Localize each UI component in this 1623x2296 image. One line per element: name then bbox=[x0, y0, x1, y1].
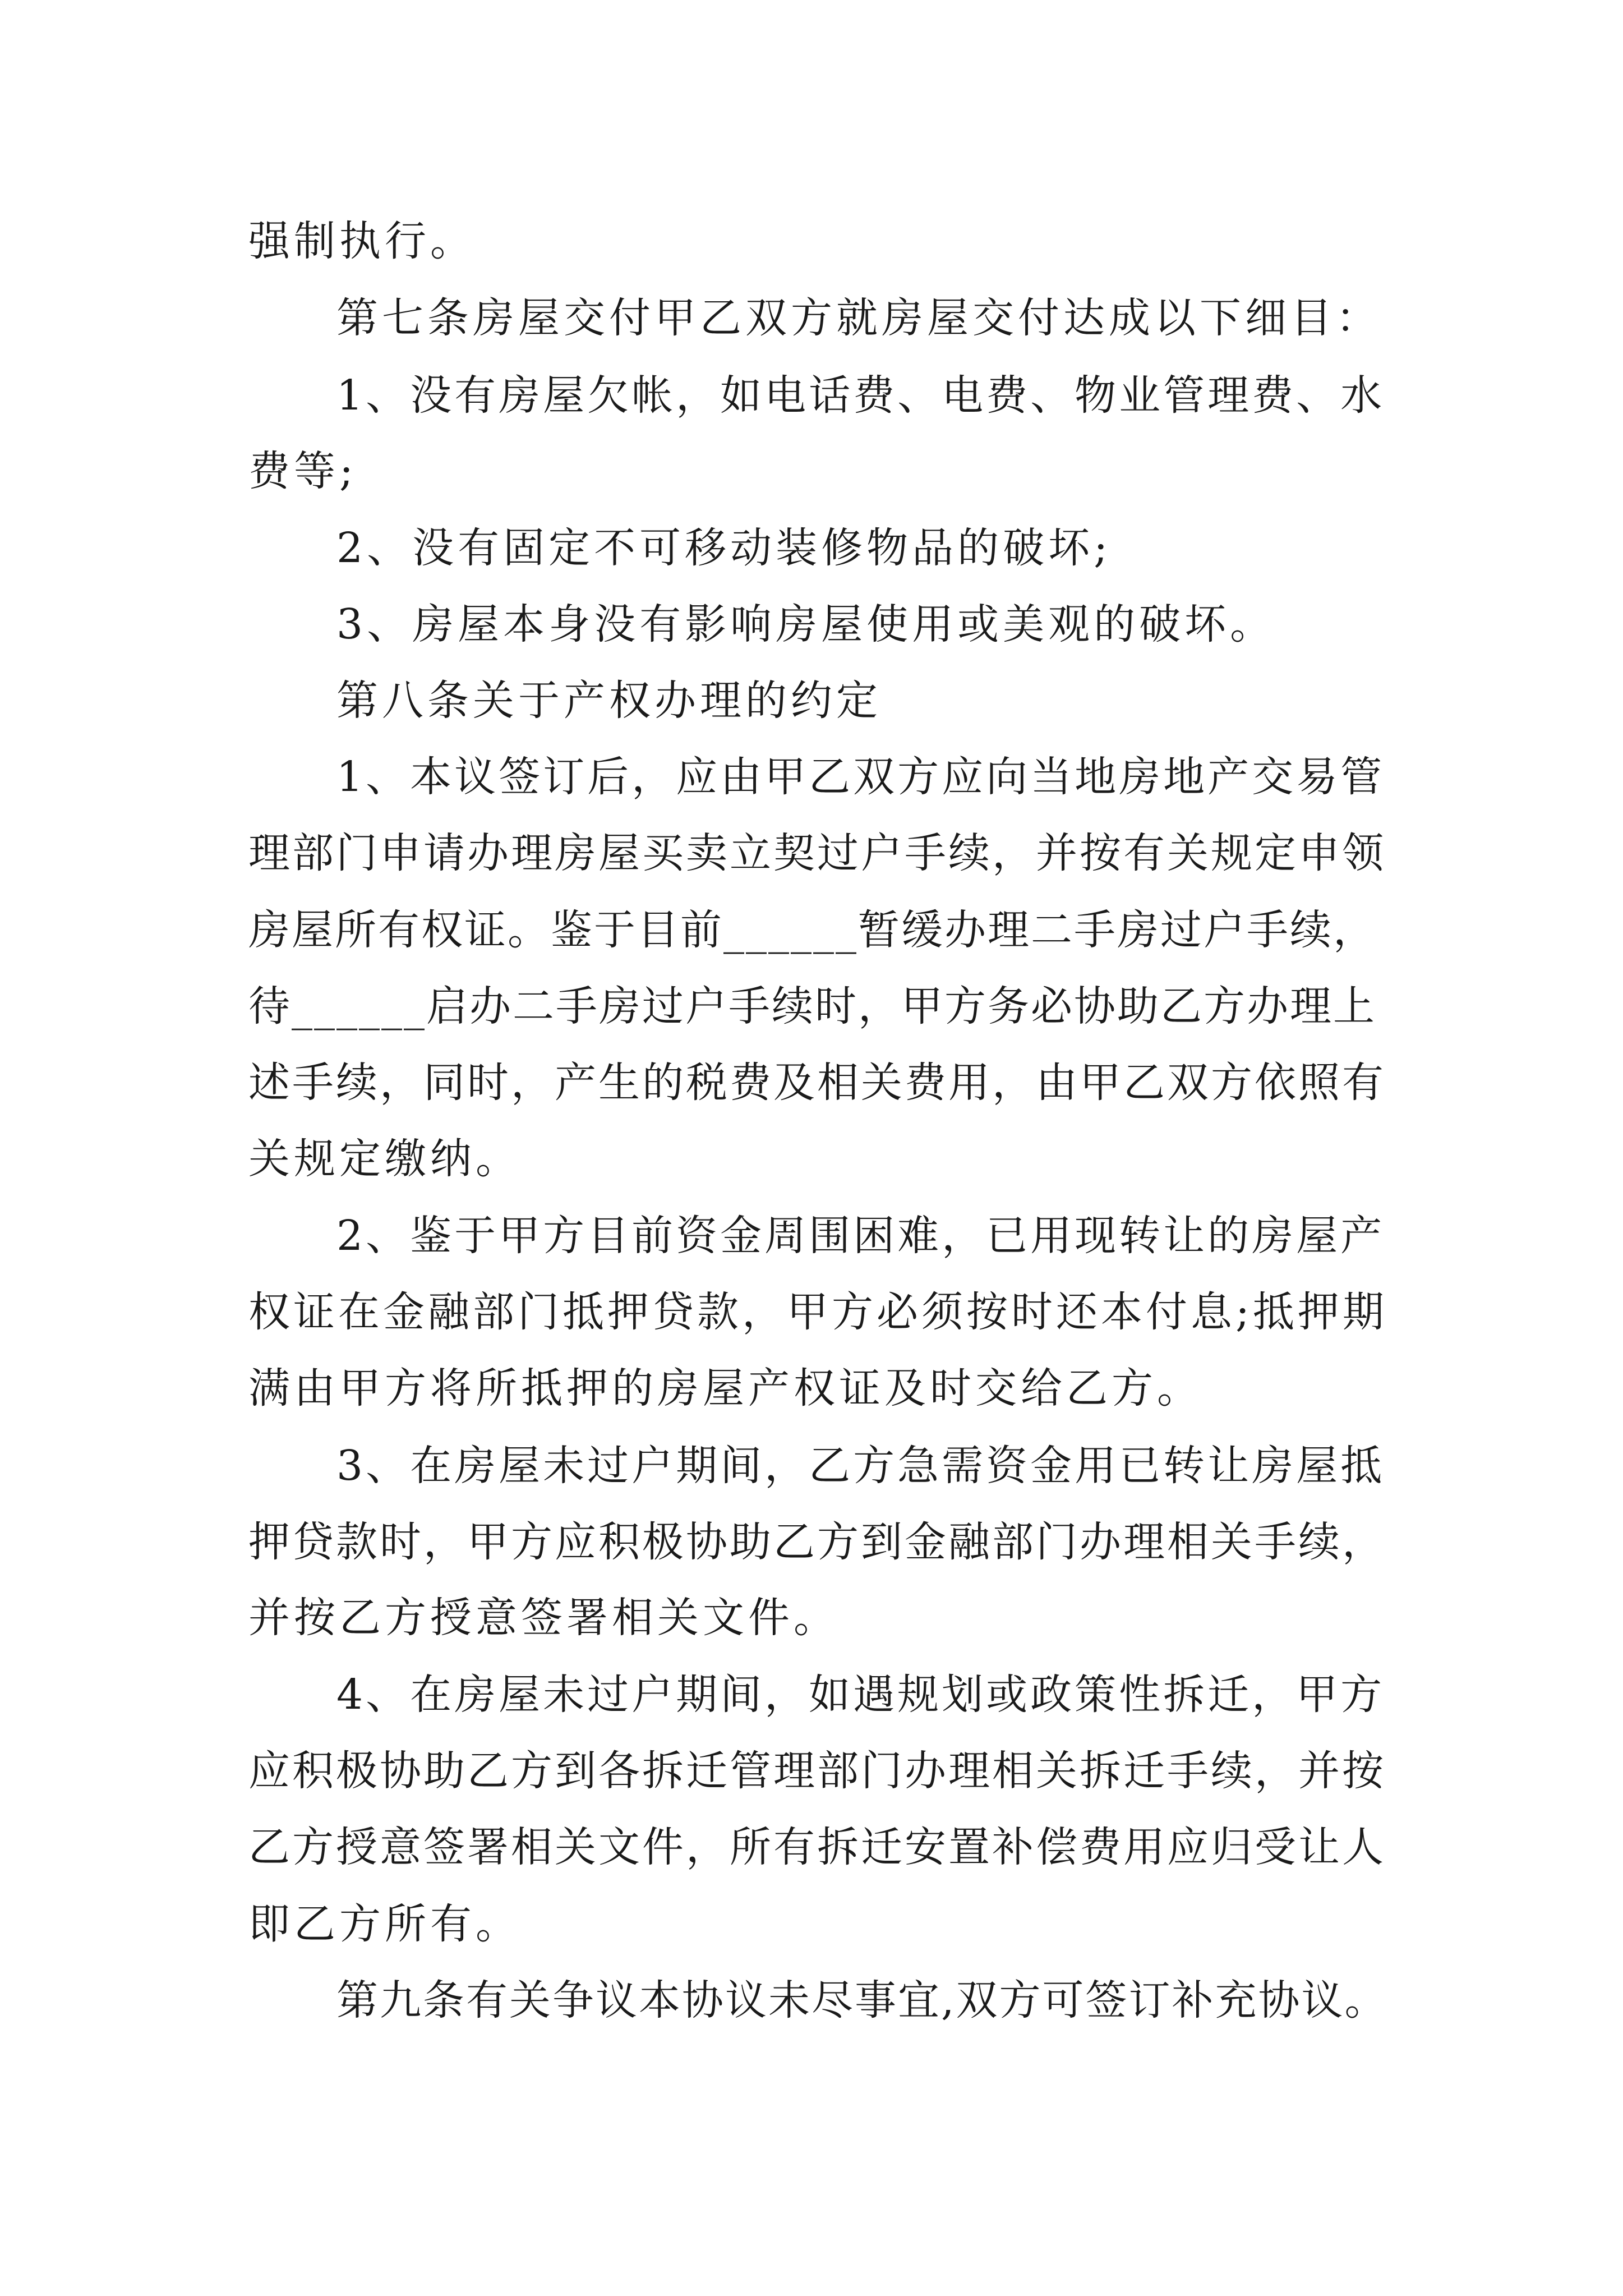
text-line: 关规定缴纳。 bbox=[248, 1135, 521, 1183]
text-line: 3、房屋本身没有影响房屋使用或美观的破坏。 bbox=[336, 600, 1276, 648]
text-line: 押贷款时，甲方应积极协助乙方到金融部门办理相关手续， bbox=[248, 1518, 1386, 1566]
text-line: 4、在房屋未过户期间，如遇规划或政策性拆迁，甲方 bbox=[336, 1671, 1385, 1719]
text-line: 2、没有固定不可移动装修物品的破坏; bbox=[336, 524, 1112, 572]
article-heading: 第八条关于产权办理的约定 bbox=[336, 677, 882, 725]
article-heading: 第九条有关争议本协议未尽事宜,双方可签订补充协议。 bbox=[336, 1976, 1388, 2024]
text-line: 1、没有房屋欠帐，如电话费、电费、物业管理费、水 bbox=[336, 371, 1385, 420]
text-line: 满由甲方将所抵押的房屋产权证及时交给乙方。 bbox=[248, 1364, 1202, 1412]
text-line: 2、鉴于甲方目前资金周围困难，已用现转让的房屋产 bbox=[336, 1212, 1385, 1260]
text-line: 1、本议签订后，应由甲乙双方应向当地房地产交易管 bbox=[336, 753, 1385, 801]
text-line: 应积极协助乙方到各拆迁管理部门办理相关拆迁手续，并按 bbox=[248, 1747, 1386, 1795]
text-line: 并按乙方授意签署相关文件。 bbox=[248, 1594, 839, 1642]
text-line: 房屋所有权证。鉴于目前______暂缓办理二手房过户手续， bbox=[248, 906, 1376, 954]
text-line: 待______启办二手房过户手续时，甲方务必协助乙方办理上 bbox=[248, 982, 1376, 1030]
text-line: 即乙方所有。 bbox=[248, 1900, 521, 1948]
article-heading: 第七条房屋交付甲乙双方就房屋交付达成以下细目： bbox=[336, 294, 1381, 342]
text-line: 费等; bbox=[248, 447, 357, 495]
text-line: 3、在房屋未过户期间，乙方急需资金用已转让房屋抵 bbox=[336, 1442, 1385, 1490]
text-line: 乙方授意签署相关文件，所有拆迁安置补偿费用应归受让人 bbox=[248, 1823, 1386, 1871]
text-line: 强制执行。 bbox=[248, 217, 476, 265]
text-line: 理部门申请办理房屋买卖立契过户手续，并按有关规定申领 bbox=[248, 829, 1386, 877]
text-line: 述手续，同时，产生的税费及相关费用，由甲乙双方依照有 bbox=[248, 1059, 1386, 1107]
text-line: 权证在金融部门抵押贷款，甲方必须按时还本付息;抵押期 bbox=[248, 1288, 1387, 1336]
